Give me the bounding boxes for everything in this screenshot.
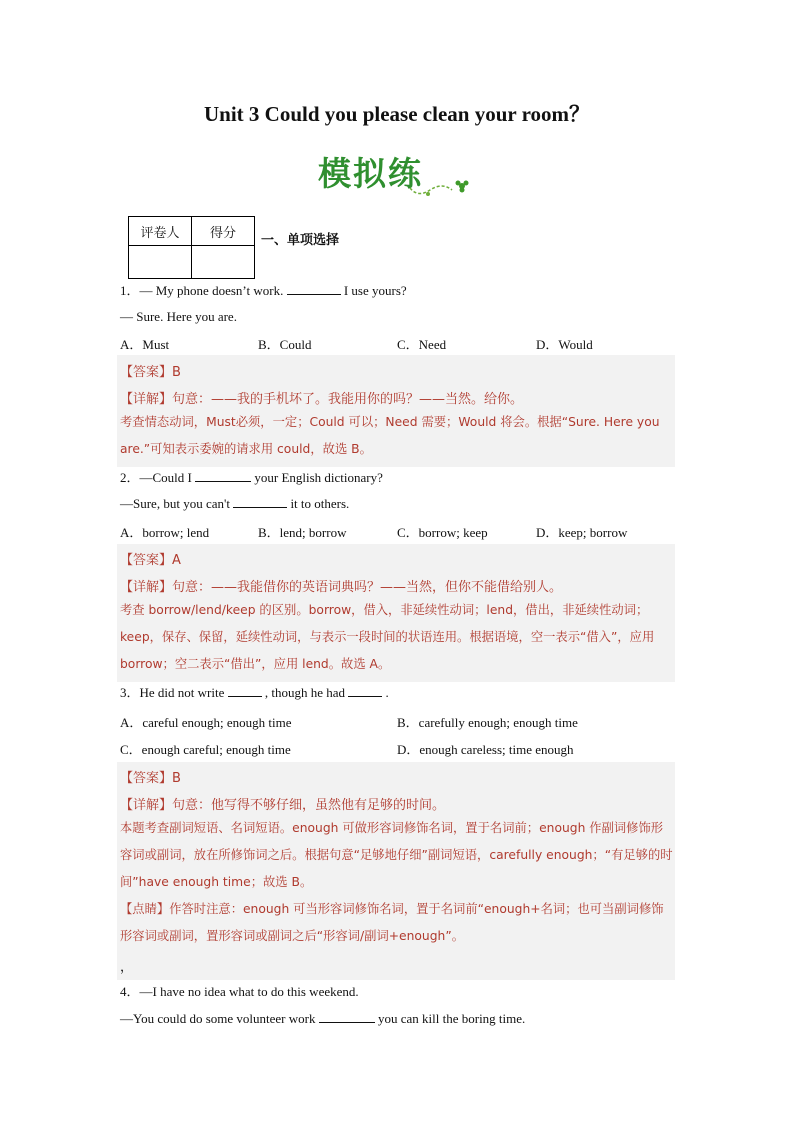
blank	[348, 696, 382, 697]
q2-option-d: D．keep; borrow	[536, 525, 628, 540]
q4-text-post: you can kill the boring time.	[377, 1011, 526, 1026]
blank	[195, 481, 251, 482]
q3-tip	[120, 896, 675, 950]
blank	[228, 696, 262, 697]
q2-detail	[120, 576, 562, 595]
q3-option-c: C．enough careful; enough time	[120, 742, 291, 757]
q3-line1	[120, 684, 389, 702]
q3-option-a: A．careful enough; enough time	[120, 715, 292, 730]
flourish-icon	[408, 178, 478, 200]
answer-label: 【答案】	[120, 365, 173, 380]
q1-line1	[120, 282, 407, 300]
detail-text: 句意：——我能借你的英语词典吗？——当然，但你不能借给别人。	[172, 580, 563, 595]
q4-line2	[120, 1010, 525, 1028]
detail-label: 【详解】	[120, 798, 173, 813]
detail-label: 【详解】	[120, 392, 173, 407]
grader-header: 评卷人	[129, 217, 192, 246]
grader-table	[128, 216, 255, 279]
score-cell	[192, 246, 255, 279]
q2-text-pre2: —Sure, but you can't	[120, 496, 230, 511]
q3-option-d: D．enough careless; time enough	[397, 742, 574, 757]
q1-line2: — Sure. Here you are.	[120, 309, 237, 324]
blank	[287, 294, 341, 295]
tip-text: 作答时注意：enough 可当形容词修饰名词，置于名词前“enough+名词；也可当副词修饰形容词或副词，置形容词或副词之后“形容词/副词+enough”。	[120, 902, 664, 943]
q3-text-mid: , though he had	[264, 685, 345, 700]
q1-option-d: D．Would	[536, 337, 593, 352]
q4-text-pre: —You could do some volunteer work	[120, 1011, 316, 1026]
q3-explanation: 本题考查副词短语、名词短语。enough 可做形容词修饰名词，置于名词前；enough 作副词修饰形容词或副词，放在所修饰词之后。根据句意“足够地仔细”副词短语，carefully enough；“有足够的时间”have enough time；故选 B。	[120, 821, 673, 889]
q2-text-post2: it to others.	[290, 496, 350, 511]
answer-label: 【答案】	[120, 771, 173, 786]
practice-logo	[318, 148, 478, 200]
q4-line1: 4．—I have no idea what to do this weekend.	[120, 984, 359, 999]
answer-label: 【答案】	[120, 553, 173, 568]
section-heading: 一、单项选择	[261, 233, 340, 248]
q3-answer	[120, 767, 181, 786]
q1-option-c: C．Need	[397, 337, 447, 352]
page-title: Unit 3 Could you please clean your room？	[204, 102, 590, 126]
q3-text-pre: 3．He did not write	[120, 685, 225, 700]
q1-option-b: B．Could	[258, 337, 312, 352]
logo-text: 模拟练	[318, 154, 423, 193]
q2-text-post: your English dictionary?	[254, 470, 383, 485]
grader-cell	[129, 246, 192, 279]
detail-label: 【详解】	[120, 580, 173, 595]
q2-line2	[120, 495, 349, 513]
q2-explanation: 考查 borrow/lend/keep 的区别。borrow，借入，非延续性动词；lend，借出，非延续性动词；keep，保存、保留，延续性动词，与表示一段时间的状语连用。根据语境，空一表示“借入”，应用 borrow；空二表示“借出”，应用 lend。故选 A。	[120, 603, 655, 671]
q1-detail	[120, 388, 523, 407]
q2-text-pre: 2．—Could I	[120, 470, 192, 485]
q1-explanation: 考查情态动词，Must必须，一定；Could 可以；Need 需要；Would 将会。根据“Sure. Here you are.”可知表示委婉的请求用 could，故选 B。	[120, 415, 660, 456]
q3-text-post: .	[385, 685, 389, 700]
q1-text-pre: 1．— My phone doesn’t work.	[120, 283, 284, 298]
q2-option-c: C．borrow; keep	[397, 525, 488, 540]
q1-option-a: A．Must	[120, 337, 170, 352]
score-header: 得分	[192, 217, 255, 246]
answer-value: A	[172, 553, 181, 568]
answer-value: B	[172, 365, 181, 380]
blank	[319, 1022, 375, 1023]
q1-answer	[120, 361, 181, 380]
q2-option-a: A．borrow; lend	[120, 525, 210, 540]
tip-label: 【点睛】	[120, 902, 170, 916]
q3-detail	[120, 794, 445, 813]
blank	[233, 507, 287, 508]
answer-value: B	[172, 771, 181, 786]
detail-text: 句意：他写得不够仔细，虽然他有足够的时间。	[172, 798, 446, 813]
q2-answer	[120, 549, 181, 568]
q2-line1	[120, 469, 383, 487]
q2-option-b: B．lend; borrow	[258, 525, 347, 540]
q3-option-b: B．carefully enough; enough time	[397, 715, 578, 730]
q1-text-post: I use yours?	[343, 283, 407, 298]
detail-text: 句意：——我的手机坏了。我能用你的吗？——当然。给你。	[172, 392, 524, 407]
q3-trailing: ，	[120, 960, 134, 975]
